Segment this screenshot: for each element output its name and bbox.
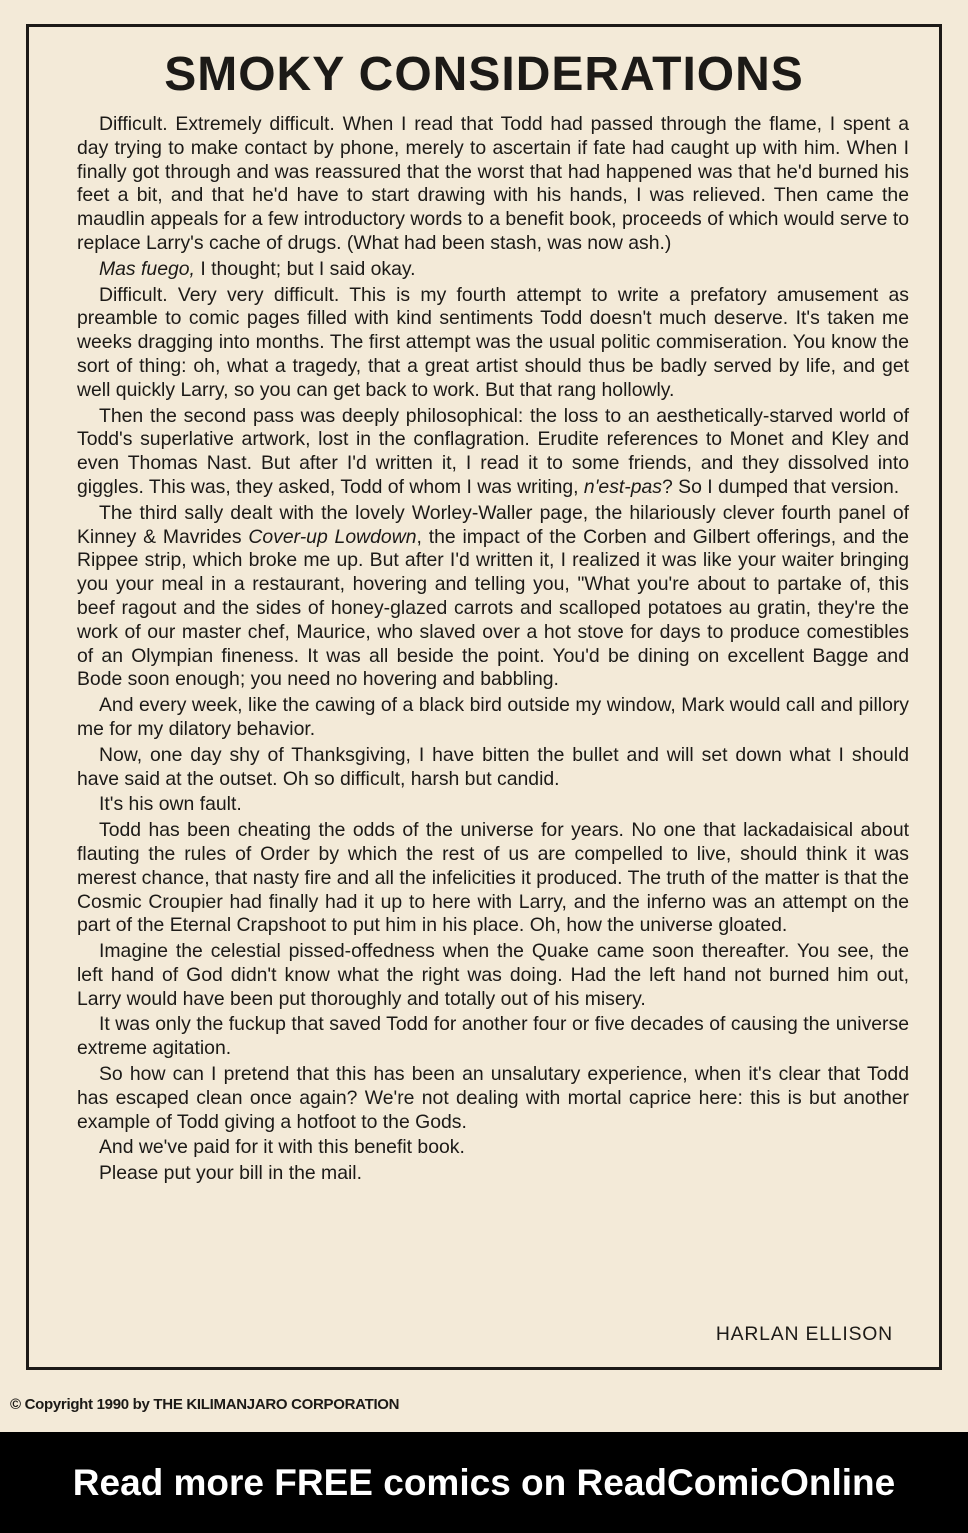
paragraph-5-text-a: The third sally dealt with the lovely Worley-Waller page, the hilariously clever fourth panel of Kinney & Mavrides [77, 501, 909, 548]
paragraph-5 [77, 502, 909, 692]
paragraph-3: Difficult. Very very difficult. This is my fourth attempt to write a prefatory amusement as preamble to comic pages filled with kind sentiments Todd doesn't much deserve. It's taken me weeks dragging into months. The first attempt was the usual politic commiseration. You know the sort of thing: oh, what a tragedy, that a great artist should thus be badly served by life, and get well quickly Larry, so you can get back to work. But that rang hollowly. [77, 283, 909, 401]
article-frame [26, 24, 942, 1370]
paragraph-2-text: I thought; but I said okay. [194, 257, 416, 280]
paragraph-7: Now, one day shy of Thanksgiving, I have bitten the bullet and will set down what I should have said at the outset. Oh so difficult, harsh but candid. [77, 743, 909, 790]
paragraph-4-text-b: ? So I dumped that version. [662, 475, 900, 498]
paragraph-5-italic: Cover-up Lowdown [248, 525, 417, 548]
paragraph-12: So how can I pretend that this has been an unsalutary experience, when it's clear that Todd has escaped clean once again? We're not dealing with mortal caprice here: this is but another example of Todd giving a hotfoot to the Gods. [77, 1063, 909, 1133]
paragraph-6: And every week, like the cawing of a black bird outside my window, Mark would call and pillory me for my dilatory behavior. [77, 694, 909, 740]
paragraph-10: Imagine the celestial pissed-offedness when the Quake came soon thereafter. You see, the left hand of God didn't know what the right was doing. Had the left hand not burned him out, Larry would have been put thoroughly and totally out of his misery. [77, 940, 909, 1010]
article-body [77, 113, 909, 1188]
paragraph-4-italic: n'est-pas [583, 475, 662, 498]
paragraph-1: Difficult. Extremely difficult. When I read that Todd had passed through the flame, I spent a day trying to make contact by phone, merely to ascertain if fate had caught up with him. When I finally got through and was reassured that the worst that had happened was that he'd burned his feet a bit, and that he'd have to start drawing with his hands, I was relieved. Then came the maudlin appeals for a few introductory words to a benefit book, proceeds of which would serve to replace Larry's cache of drugs. (What had been stash, was now ash.) [77, 113, 909, 254]
paragraph-4 [77, 405, 909, 500]
paragraph-2 [77, 258, 909, 282]
promo-banner[interactable]: Read more FREE comics on ReadComicOnline [0, 1432, 968, 1533]
paragraph-2-italic: Mas fuego, [99, 257, 195, 280]
article-title: SMOKY CONSIDERATIONS [164, 48, 804, 101]
paragraph-11: It was only the fuckup that saved Todd for another four or five decades of causing the universe extreme agitation. [77, 1013, 909, 1060]
paragraph-5-text-b: , the impact of the Corben and Gilbert offerings, and the Rippee strip, which broke me up. But after I'd written it, I realized it was like your waiter bringing you your meal in a restaurant, hovering and telling you, "What you're about to partake of, this beef ragout and the sides of honey-glazed carrots and scalloped potatoes au gratin, they're the work of our master chef, Maurice, who slaved over a hot stove for days to produce comestibles of an Olympian fineness. It was all beside the point. You'd be dining on excellent Bagge and Bode soon enough; you need no hovering and babbling. [77, 525, 910, 691]
paragraph-4-text-a: Then the second pass was deeply philosophical: the loss to an aesthetically-starved world of Todd's superlative artwork, lost in the conflagration. Erudite references to Monet and Kley and even Thomas Nast. But after I'd written it, I read it to some friends, and they dissolved into giggles. This was, they asked, Todd of whom I was writing, [77, 404, 909, 498]
copyright-notice: © Copyright 1990 by THE KILIMANJARO CORPORATION [10, 1396, 400, 1413]
paragraph-8: It's his own fault. [99, 793, 242, 816]
paragraph-9: Todd has been cheating the odds of the universe for years. No one that lackadaisical about flauting the rules of Order by which the rest of us are compelled to live, should think it was merest chance, that nasty fire and all the infelicities it produced. The truth of the matter is that the Cosmic Croupier had finally had it up to here with Larry, and the inferno was an attempt on the part of the Eternal Crapshoot to put him in his place. Oh, how the universe gloated. [77, 819, 909, 937]
author-signature: HARLAN ELLISON [715, 1323, 893, 1345]
paragraph-14: Please put your bill in the mail. [99, 1162, 362, 1185]
paragraph-13: And we've paid for it with this benefit book. [99, 1136, 465, 1159]
